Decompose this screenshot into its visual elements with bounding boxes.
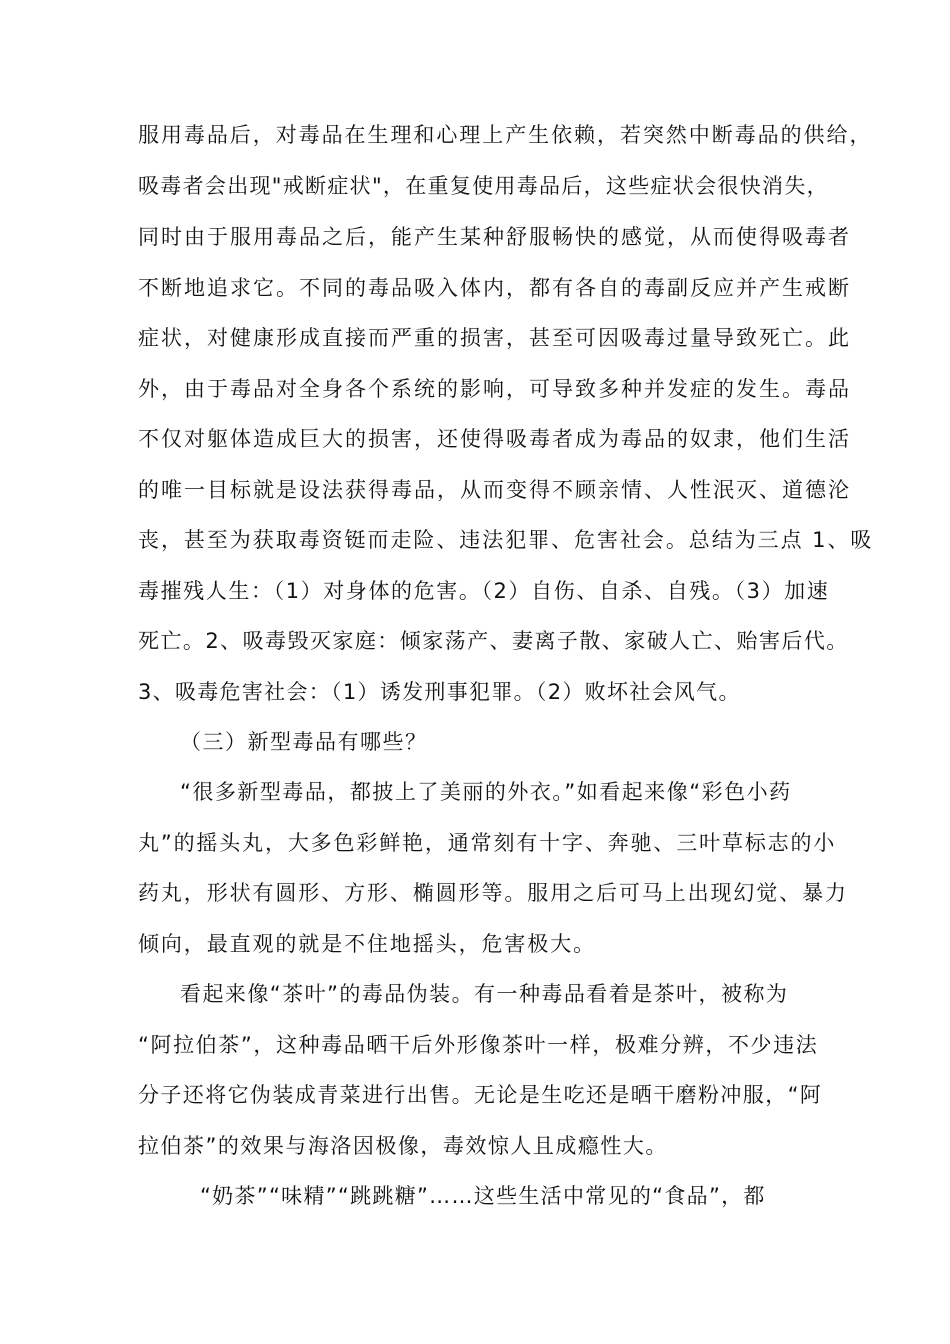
text-line: 症状，对健康形成直接而严重的损害，甚至可因吸毒过量导致死亡。此 [138,326,851,350]
text-line: 服用毒品后，对毒品在生理和心理上产生依赖，若突然中断毒品的供给， [138,123,873,147]
text-line: 药丸，形状有圆形、方形、椭圆形等。服用之后可马上出现幻觉、暴力 [138,881,848,905]
text-line: 倾向，最直观的就是不住地摇头，危害极大。 [138,932,596,956]
text-line: 丸”的摇头丸，大多色彩鲜艳，通常刻有十字、奔驰、三叶草标志的小 [138,831,837,855]
text-line: 看起来像“茶叶”的毒品伪装。有一种毒品看着是茶叶，被称为 [180,982,789,1006]
text-line: 不仅对躯体造成巨大的损害，还使得吸毒者成为毒品的奴隶，他们生活 [138,427,851,451]
text-line: 外，由于毒品对全身各个系统的影响，可导致多种并发症的发生。毒品 [138,377,851,401]
text-line: 毒摧残人生：（1）对身体的危害。（2）自伤、自杀、自残。（3）加速 [138,579,830,603]
text-line: 吸毒者会出现"戒断症状"，在重复使用毒品后，这些症状会很快消失， [138,174,829,198]
text-line: 丧，甚至为获取毒资铤而走险、违法犯罪、危害社会。总结为三点 1、吸 [138,528,874,552]
text-line: 的唯一目标就是设法获得毒品，从而变得不顾亲情、人性泯灭、道德沦 [138,478,851,502]
text-line: “阿拉伯茶”，这种毒品晒干后外形像茶叶一样，极难分辨，不少违法 [138,1033,819,1057]
text-line: 同时由于服用毒品之后，能产生某种舒服畅快的感觉，从而使得吸毒者 [138,225,851,249]
text-line: 3、吸毒危害社会：（1）诱发刑事犯罪。（2）败坏社会风气。 [138,680,741,704]
text-line: 拉伯茶”的效果与海洛因极像，毒效惊人且成瘾性大。 [138,1134,668,1158]
section-heading: （三）新型毒品有哪些？ [180,730,428,754]
text-line: 分子还将它伪装成青菜进行出售。无论是生吃还是晒干磨粉冲服，“阿 [138,1083,823,1107]
text-line: “奶茶”“味精”“跳跳糖”……这些生活中常见的“食品”，都 [200,1184,766,1208]
text-line: “很多新型毒品，都披上了美丽的外衣。”如看起来像“彩色小药 [180,780,792,804]
text-line: 死亡。2、吸毒毁灭家庭：倾家荡产、妻离子散、家破人亡、贻害后代。 [138,629,849,653]
text-line: 不断地追求它。不同的毒品吸入体内，都有各自的毒副反应并产生戒断 [138,276,851,300]
